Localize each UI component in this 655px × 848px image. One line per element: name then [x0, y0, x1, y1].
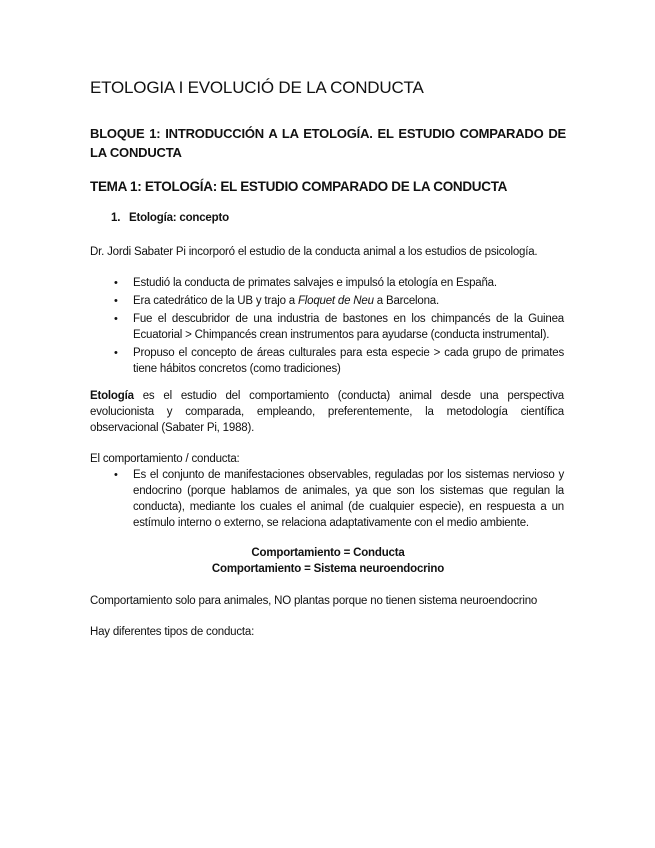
list-item-text: Propuso el concepto de áreas culturales para esta especie > cada grupo de primates tiene hábitos concretos (como tradiciones) [133, 347, 564, 375]
section-label: Etología: concepto [129, 212, 229, 224]
bullet-icon: • [114, 469, 118, 481]
list-item [112, 275, 564, 291]
list-item-italic: Floquet de Neu [297, 295, 374, 307]
list-item-text: Estudió la conducta de primates salvajes e impulsó la etología en España. [133, 277, 497, 289]
list-item-text: Es el conjunto de manifestaciones observables, reguladas por los sistemas nervioso y endocrino (porque hablamos de animales, ya que son los sistemas que regulan la conducta), mediante los cuales el animal (de cualquier especie), en respuesta a un estímulo interno o externo, se relaciona adaptativamente con el medio ambiente. [133, 469, 564, 529]
bullet-icon: • [114, 347, 118, 359]
section-heading [111, 212, 229, 224]
list-item-text: Fue el descubridor de una industria de bastones en los chimpancés de la Guinea Ecuatorial > Chimpancés crean instrumentos para ayudarse (conducta instrumental). [133, 313, 564, 341]
list-item [112, 467, 564, 531]
list-item [112, 345, 564, 377]
equation-line-1: Comportamiento = Conducta [251, 547, 405, 559]
bullet-list-behavior [112, 467, 564, 533]
note-paragraph: Comportamiento solo para animales, NO plantas porque no tienen sistema neuroendocrino [90, 595, 538, 607]
definition-paragraph [90, 388, 564, 436]
bullet-icon: • [114, 313, 118, 325]
list-item [112, 293, 564, 309]
equation-line-2: Comportamiento = Sistema neuroendocrino [211, 563, 445, 575]
block-heading: BLOQUE 1: INTRODUCCIÓN A LA ETOLOGÍA. EL ESTUDIO COMPARADO DE LA CONDUCTA [90, 126, 566, 160]
document-title: ETOLOGIA I EVOLUCIÓ DE LA CONDUCTA [90, 78, 424, 97]
bullet-list-sabater [112, 275, 564, 379]
intro-paragraph: Dr. Jordi Sabater Pi incorporó el estudio de la conducta animal a los estudios de psicología. [90, 246, 538, 258]
bullet-icon: • [114, 277, 118, 289]
definition-text: es el estudio del comportamiento (conducta) animal desde una perspectiva evolucionista y comparada, empleando, preferentemente, la metodología científica observacional (Sabater Pi, 1988). [90, 390, 564, 434]
list-item-text-post: a Barcelona. [373, 295, 439, 307]
list-item [112, 311, 564, 343]
list-item-text-pre: Era catedrático de la UB y trajo a [133, 295, 298, 307]
bullet-icon: • [114, 295, 118, 307]
definition-term: Etología [90, 390, 134, 402]
behavior-heading: El comportamiento / conducta: [90, 453, 240, 465]
topic-heading: TEMA 1: ETOLOGÍA: EL ESTUDIO COMPARADO DE LA CONDUCTA [90, 179, 508, 194]
types-paragraph: Hay diferentes tipos de conducta: [90, 626, 255, 638]
section-number: 1. [111, 212, 121, 224]
